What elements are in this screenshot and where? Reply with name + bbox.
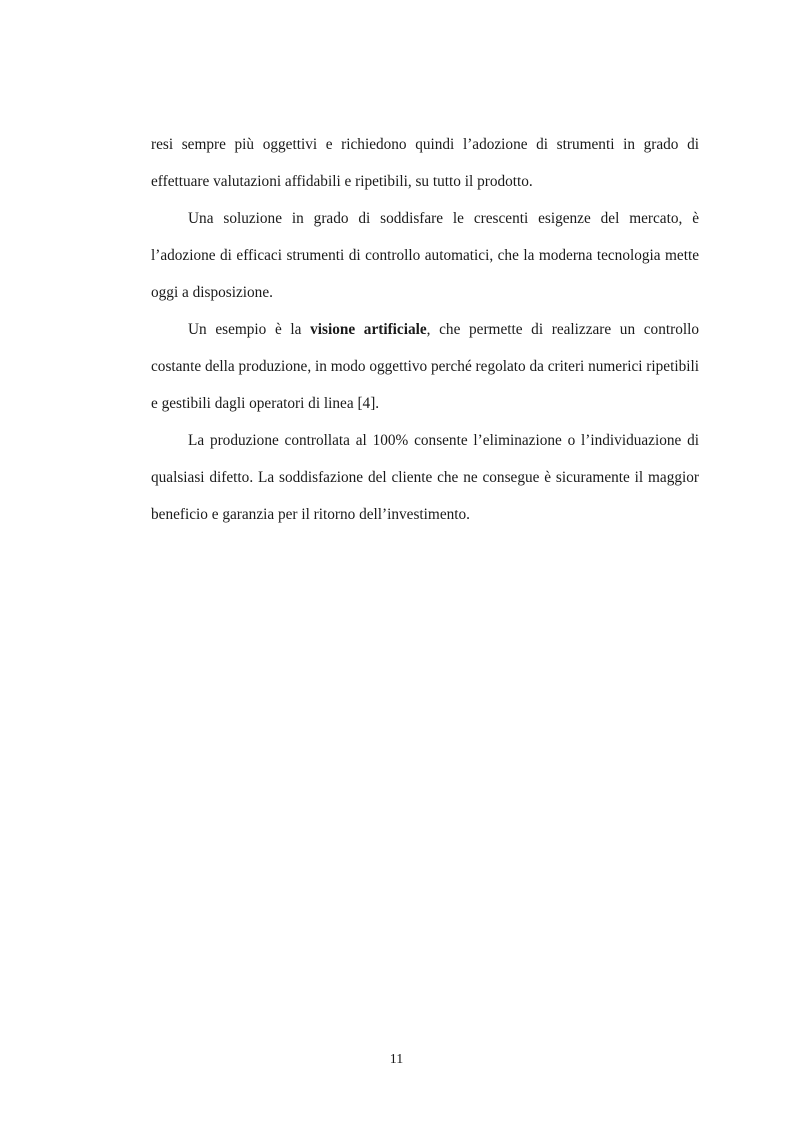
paragraph-4: La produzione controllata al 100% consente l’eliminazione o l’individuazione di qualsiasi difetto. La soddisfazione del cliente che ne consegue è sicuramente il maggior beneficio e garanzia per il ritorno dell’investimento.: [151, 432, 699, 523]
bold-term: visione artificiale: [310, 321, 427, 338]
paragraph-3-lead: Un esempio è la: [188, 321, 311, 338]
paragraph-2: Una soluzione in grado di soddisfare le crescenti esigenze del mercato, è l’adozione di efficaci strumenti di controllo automatici, che la moderna tecnologia mette oggi a disposizione.: [151, 210, 699, 301]
paragraph-3-rest: , che permette di realizzare un controllo costante della produzione, in modo oggettivo perché regolato da criteri numerici ripetibili e gestibili dagli operatori di linea [4].: [151, 321, 699, 412]
body-text: [151, 126, 699, 533]
page-number: 11: [389, 1052, 404, 1067]
paragraph-1: resi sempre più oggettivi e richiedono quindi l’adozione di strumenti in grado di effettuare valutazioni affidabili e ripetibili, su tutto il prodotto.: [151, 136, 699, 190]
paragraph-3: [151, 311, 699, 422]
